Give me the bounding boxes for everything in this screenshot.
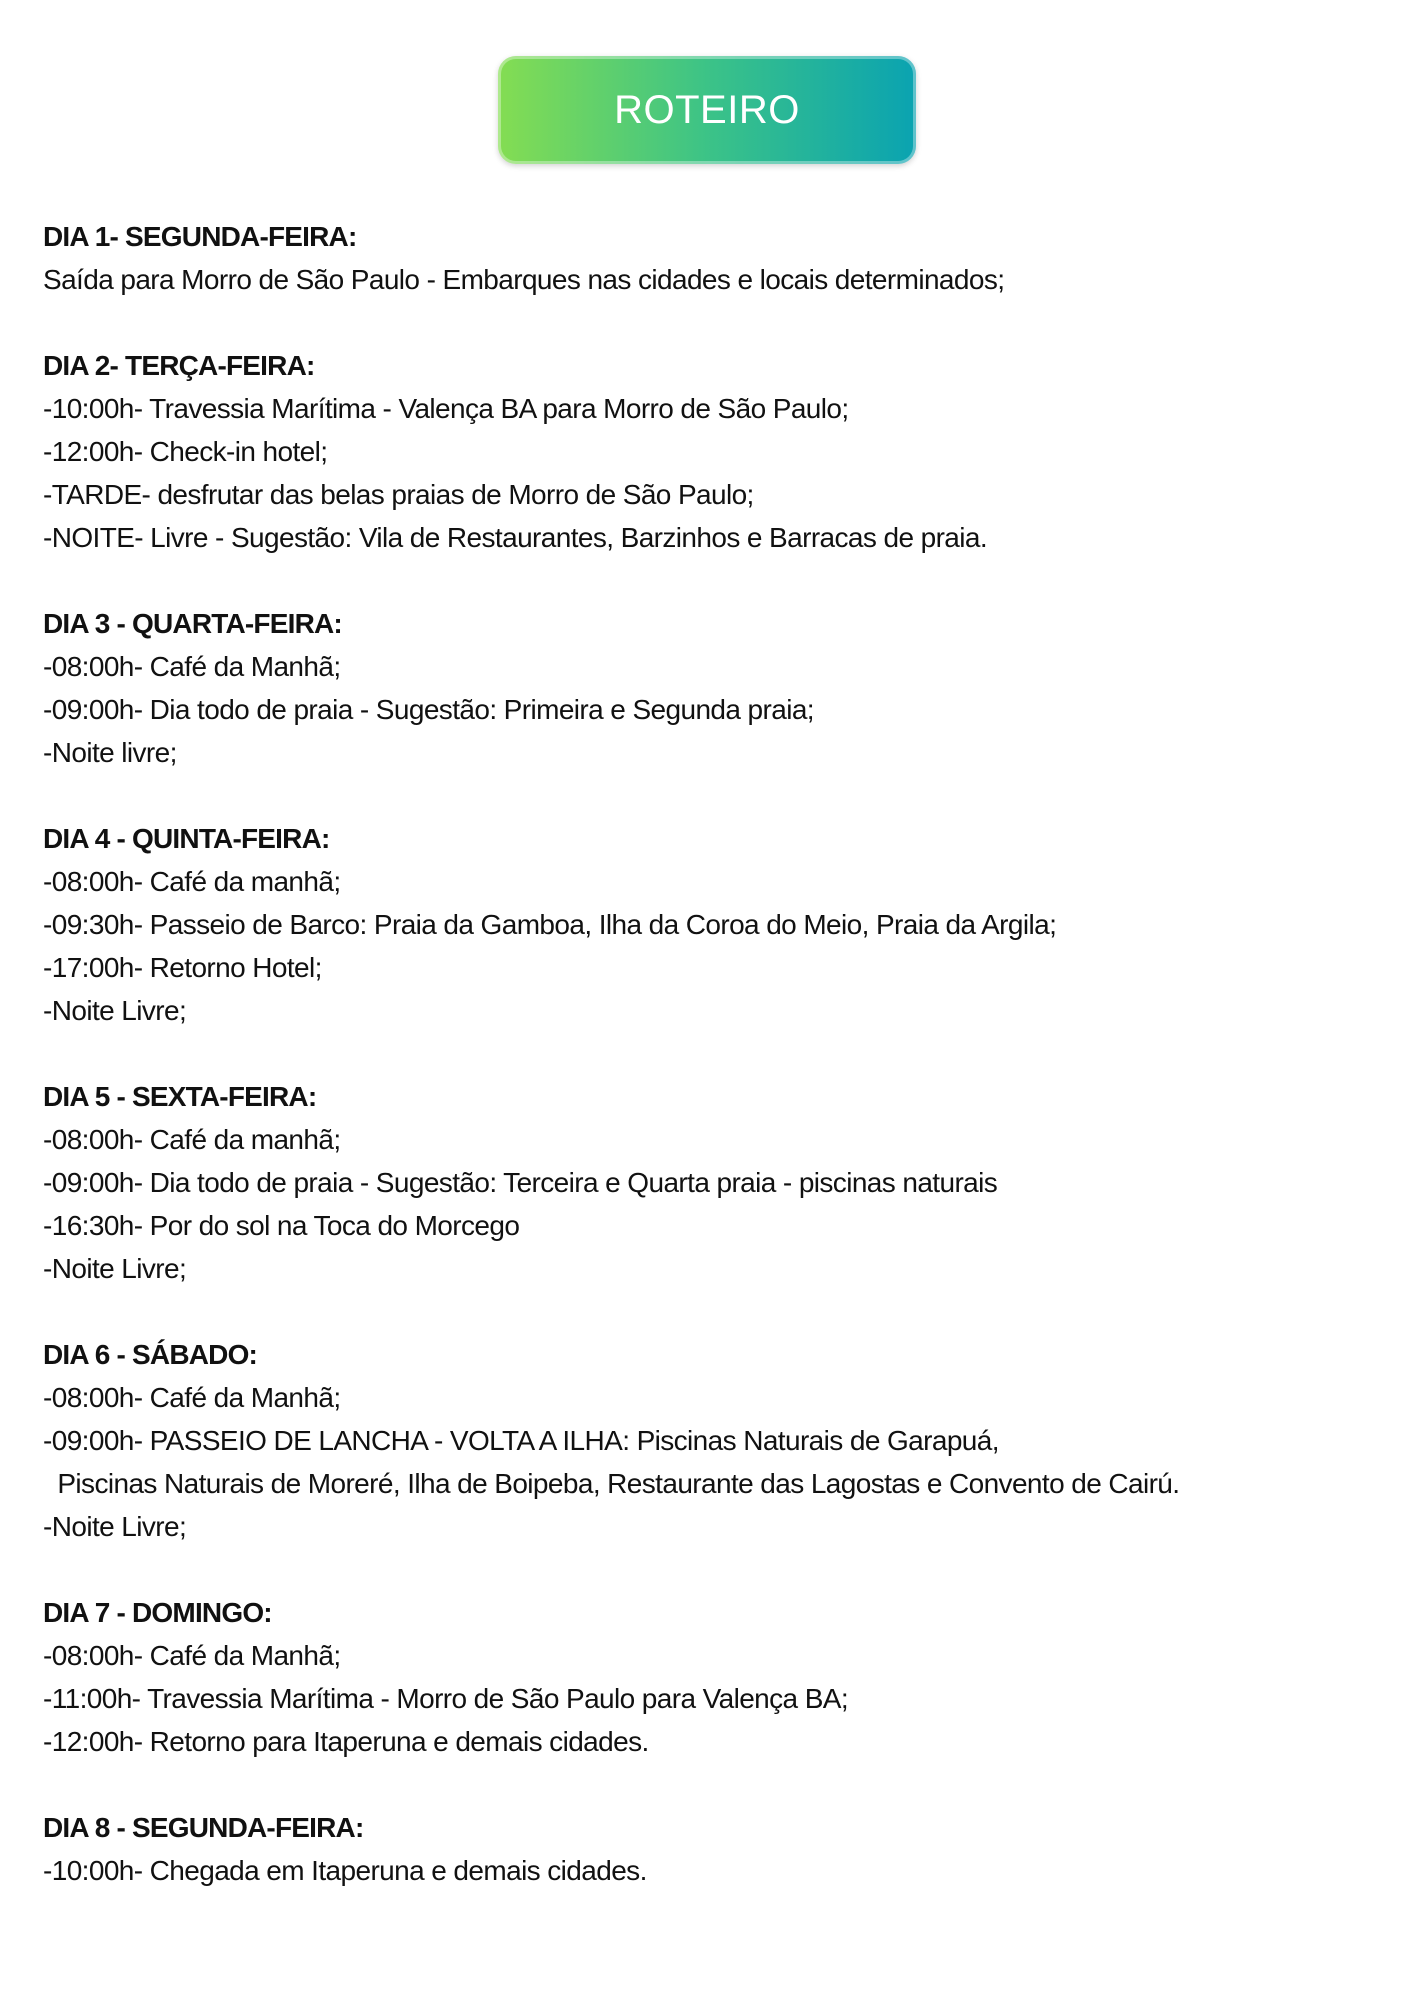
itinerary-line: Saída para Morro de São Paulo - Embarques nas cidades e locais determinados;: [43, 264, 1005, 295]
itinerary-line: -Noite livre;: [43, 737, 177, 768]
itinerary-list: [43, 215, 1383, 1935]
itinerary-line: -12:00h- Check-in hotel;: [43, 436, 328, 467]
day-heading: DIA 7 - DOMINGO:: [43, 1597, 272, 1628]
day-heading: DIA 8 - SEGUNDA-FEIRA:: [43, 1812, 364, 1843]
itinerary-line: -10:00h- Travessia Marítima - Valença BA para Morro de São Paulo;: [43, 393, 849, 424]
itinerary-line: -10:00h- Chegada em Itaperuna e demais cidades.: [43, 1855, 647, 1886]
itinerary-line: -TARDE- desfrutar das belas praias de Morro de São Paulo;: [43, 479, 754, 510]
day-heading: DIA 5 - SEXTA-FEIRA:: [43, 1081, 317, 1112]
day-section: [43, 1591, 1383, 1763]
day-section: [43, 817, 1383, 1032]
day-section: [43, 344, 1383, 559]
day-section: [43, 1075, 1383, 1290]
itinerary-line: -08:00h- Café da manhã;: [43, 1124, 341, 1155]
itinerary-line: -09:00h- PASSEIO DE LANCHA - VOLTA A ILHA: Piscinas Naturais de Garapuá,: [43, 1425, 999, 1456]
day-section: [43, 1806, 1383, 1892]
itinerary-line: -09:00h- Dia todo de praia - Sugestão: Primeira e Segunda praia;: [43, 694, 814, 725]
roteiro-header-badge: [498, 56, 916, 164]
day-heading: DIA 4 - QUINTA-FEIRA:: [43, 823, 330, 854]
day-heading: DIA 2- TERÇA-FEIRA:: [43, 350, 315, 381]
itinerary-line: -Noite Livre;: [43, 1511, 187, 1542]
itinerary-line: Piscinas Naturais de Moreré, Ilha de Boipeba, Restaurante das Lagostas e Convento de Cairú.: [43, 1468, 1180, 1499]
day-heading: DIA 6 - SÁBADO:: [43, 1339, 258, 1370]
itinerary-line: -08:00h- Café da Manhã;: [43, 651, 341, 682]
itinerary-line: -09:30h- Passeio de Barco: Praia da Gamboa, Ilha da Coroa do Meio, Praia da Argila;: [43, 909, 1057, 940]
day-section: [43, 215, 1383, 301]
itinerary-line: -NOITE- Livre - Sugestão: Vila de Restaurantes, Barzinhos e Barracas de praia.: [43, 522, 988, 553]
itinerary-line: -08:00h- Café da manhã;: [43, 866, 341, 897]
itinerary-line: -11:00h- Travessia Marítima - Morro de São Paulo para Valença BA;: [43, 1683, 849, 1714]
itinerary-line: -12:00h- Retorno para Itaperuna e demais cidades.: [43, 1726, 649, 1757]
itinerary-line: -17:00h- Retorno Hotel;: [43, 952, 322, 983]
day-heading: DIA 1- SEGUNDA-FEIRA:: [43, 221, 357, 252]
itinerary-line: -16:30h- Por do sol na Toca do Morcego: [43, 1210, 520, 1241]
itinerary-line: -08:00h- Café da Manhã;: [43, 1640, 341, 1671]
day-section: [43, 1333, 1383, 1548]
itinerary-line: -08:00h- Café da Manhã;: [43, 1382, 341, 1413]
day-section: [43, 602, 1383, 774]
itinerary-line: -09:00h- Dia todo de praia - Sugestão: Terceira e Quarta praia - piscinas naturais: [43, 1167, 998, 1198]
day-heading: DIA 3 - QUARTA-FEIRA:: [43, 608, 342, 639]
itinerary-line: -Noite Livre;: [43, 995, 187, 1026]
itinerary-line: -Noite Livre;: [43, 1253, 187, 1284]
page-title: ROTEIRO: [614, 87, 800, 132]
